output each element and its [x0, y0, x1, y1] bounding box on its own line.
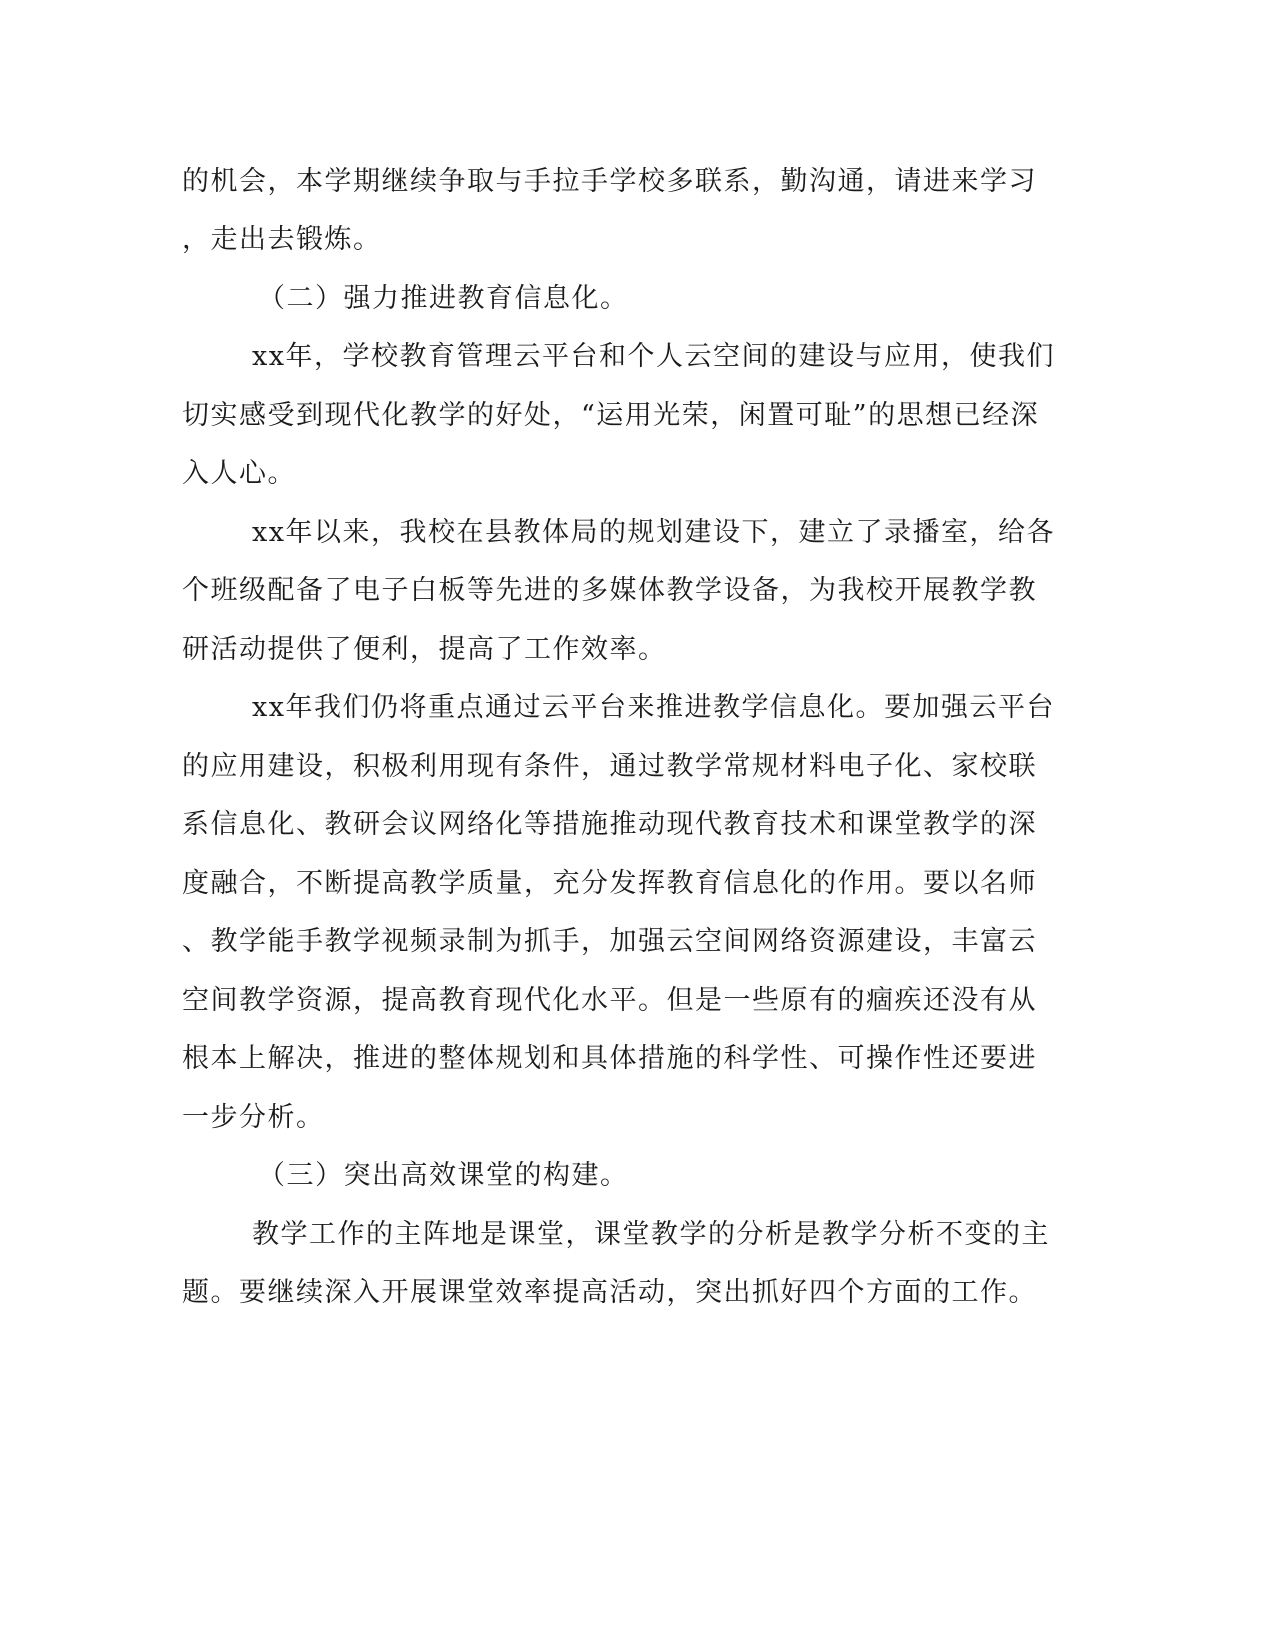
text-line: 的应用建设，积极利用现有条件，通过教学常规材料电子化、家校联 — [182, 751, 1037, 782]
section-heading: （二）强力推进教育信息化。 — [258, 283, 629, 314]
text-line: 题。要继续深入开展课堂效率提高活动，突出抓好四个方面的工作。 — [182, 1277, 1037, 1308]
text-line: 的机会，本学期继续争取与手拉手学校多联系，勤沟通，请进来学习 — [182, 166, 1037, 197]
text-line: 一步分析。 — [182, 1102, 325, 1133]
text-line: 切实感受到现代化教学的好处，“运用光荣，闲置可耻”的思想已经深 — [182, 400, 1040, 431]
text-line: ，走出去锻炼。 — [182, 224, 382, 255]
section-heading: （三）突出高效课堂的构建。 — [258, 1160, 629, 1191]
text-line: 教学工作的主阵地是课堂，课堂教学的分析是教学分析不变的主 — [252, 1219, 1050, 1250]
text-line: xx年，学校教育管理云平台和个人云空间的建设与应用，使我们 — [252, 341, 1055, 372]
text-line: 入人心。 — [182, 458, 296, 489]
text-line: 、教学能手教学视频录制为抓手，加强云空间网络资源建设，丰富云 — [182, 926, 1037, 957]
text-line: 根本上解决，推进的整体规划和具体措施的科学性、可操作性还要进 — [182, 1043, 1037, 1074]
text-line: 空间教学资源，提高教育现代化水平。但是一些原有的痼疾还没有从 — [182, 985, 1037, 1016]
text-line: 系信息化、教研会议网络化等措施推动现代教育技术和课堂教学的深 — [182, 809, 1037, 840]
text-line: 研活动提供了便利，提高了工作效率。 — [182, 634, 667, 665]
text-line: 度融合，不断提高教学质量，充分发挥教育信息化的作用。要以名师 — [182, 868, 1037, 899]
text-line: xx年以来，我校在县教体局的规划建设下，建立了录播室，给各 — [252, 517, 1055, 548]
text-line: xx年我们仍将重点通过云平台来推进教学信息化。要加强云平台 — [252, 692, 1055, 723]
text-line: 个班级配备了电子白板等先进的多媒体教学设备，为我校开展教学教 — [182, 575, 1037, 606]
